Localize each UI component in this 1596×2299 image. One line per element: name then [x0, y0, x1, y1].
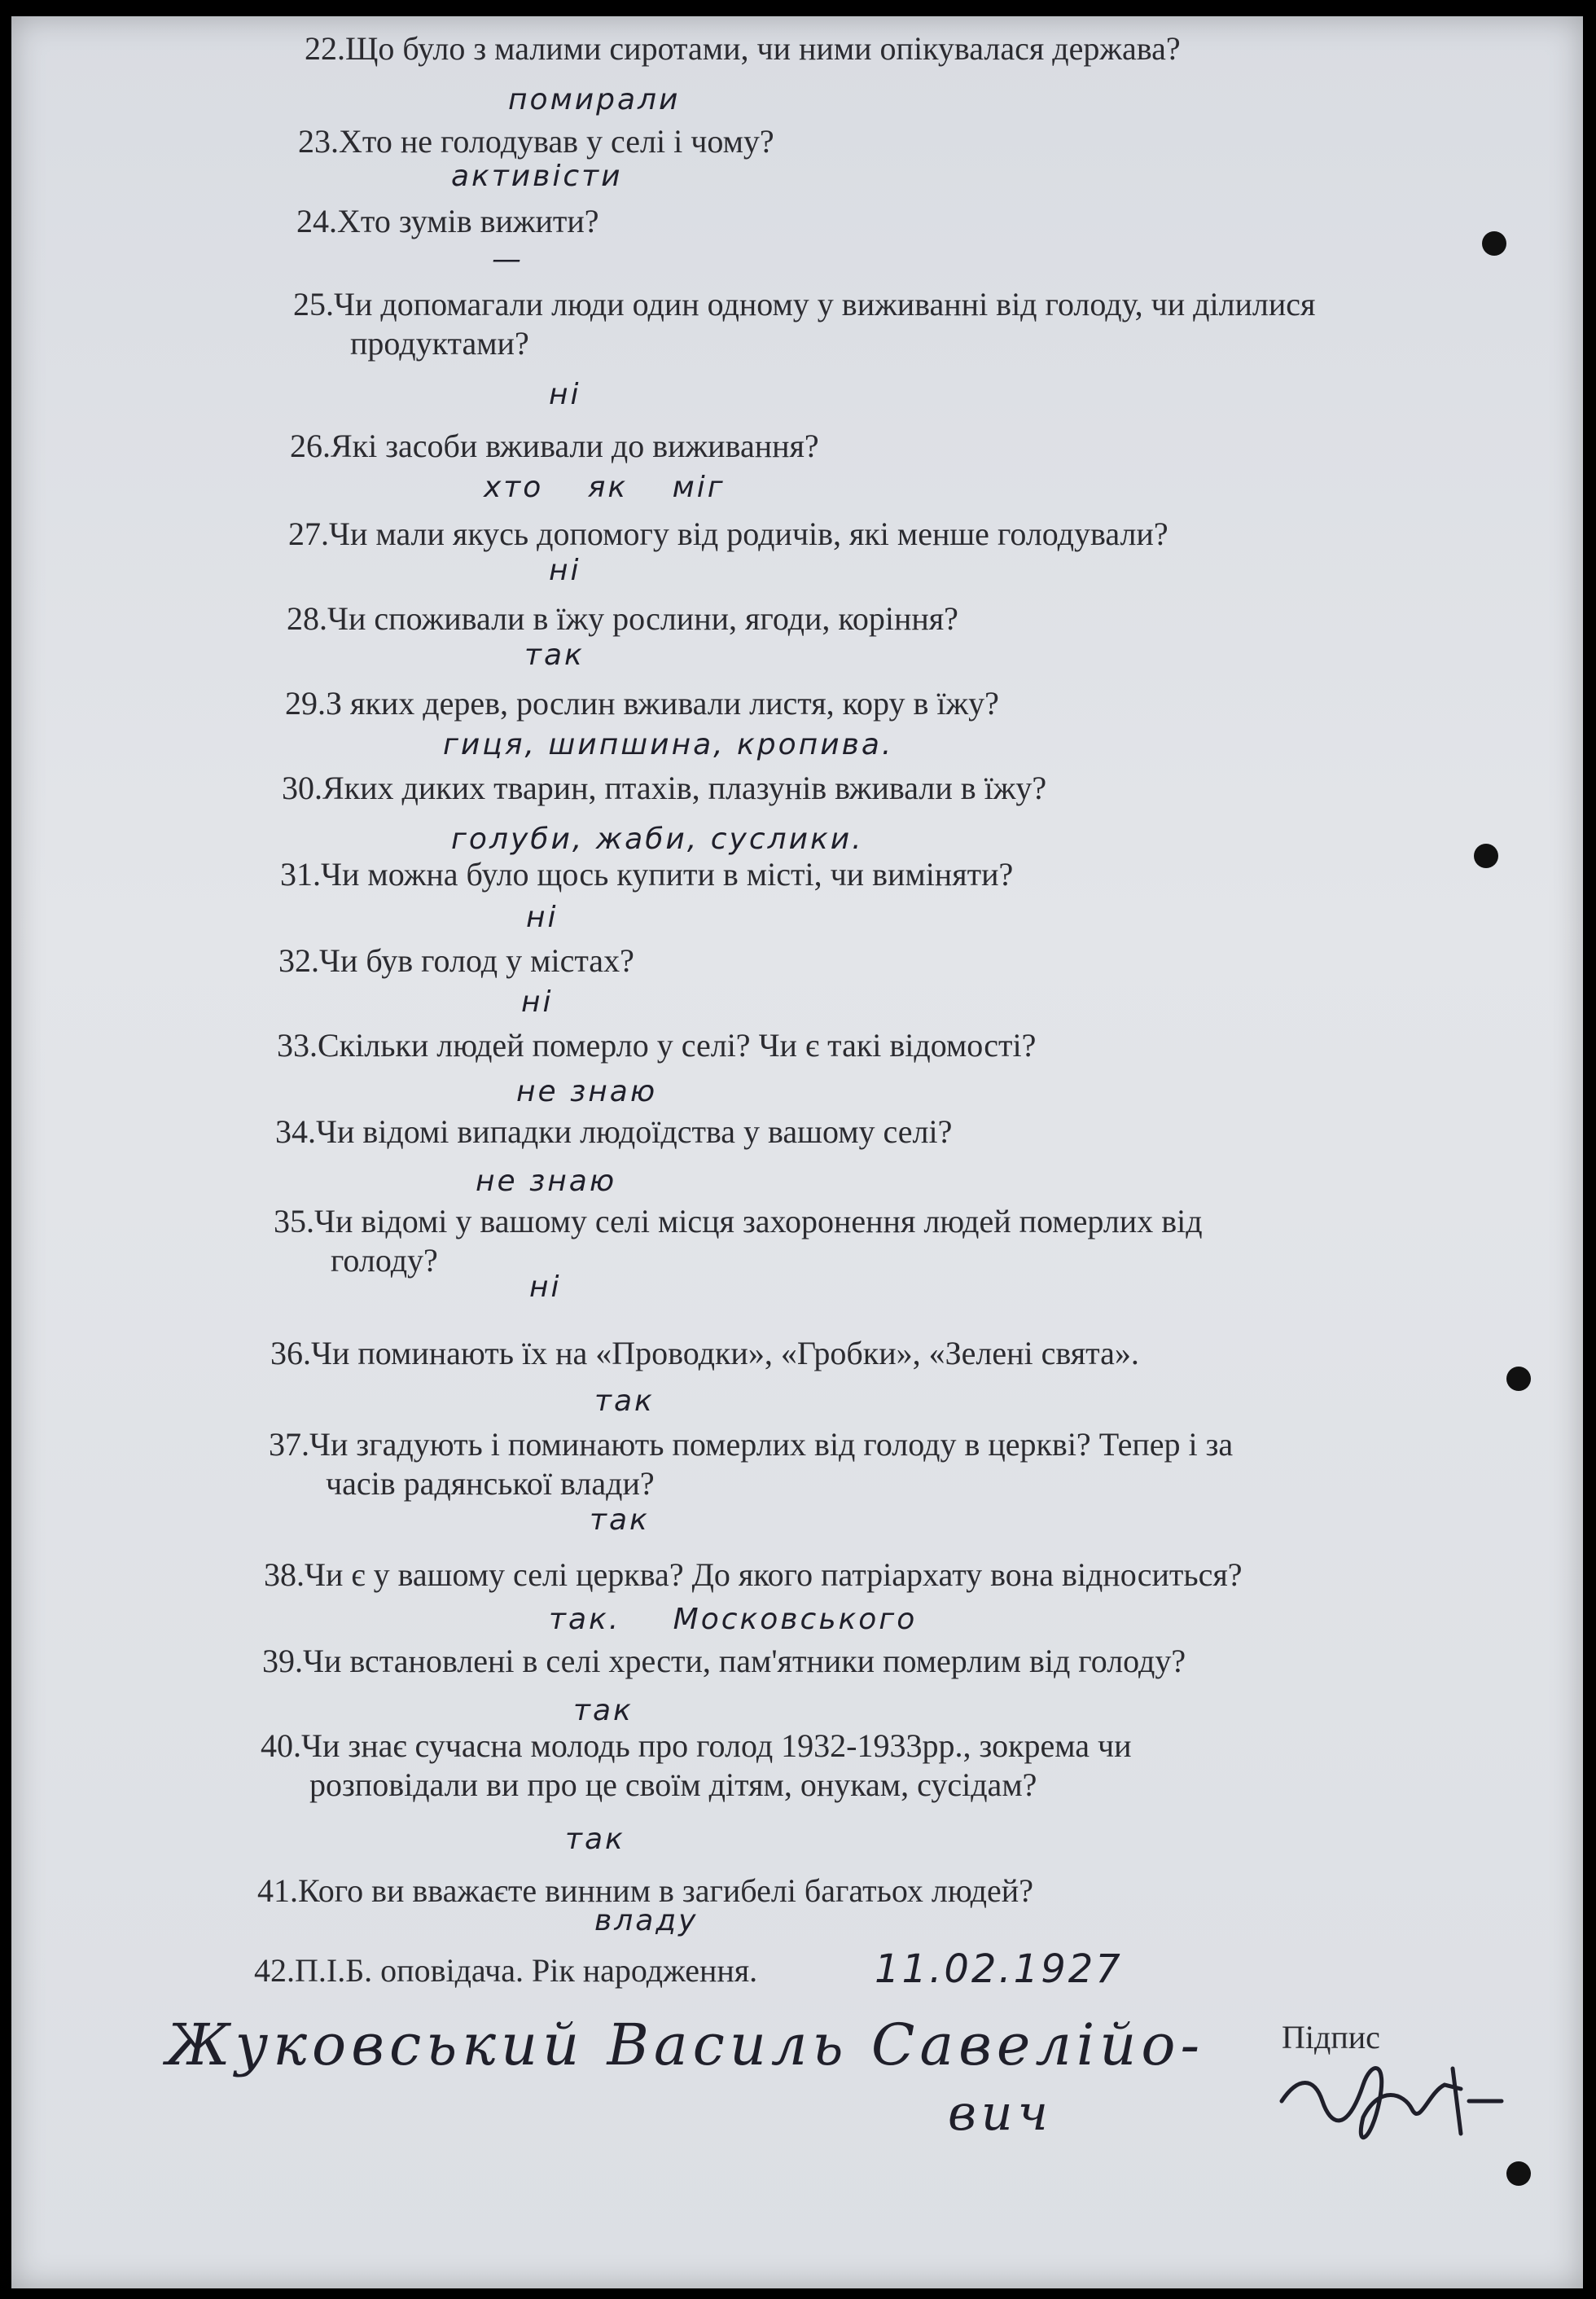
narrator-name-cont: вич	[948, 2085, 1053, 2142]
question-23: 23.Хто не голодував у селі і чому?	[298, 123, 774, 160]
question-35: 35.Чи відомі у вашому селі місця захоронення людей померлих від голоду?	[274, 1203, 1203, 1279]
punch-hole-2	[1474, 844, 1498, 868]
answer-34: не знаю	[516, 1075, 658, 1108]
answer-31: голуби, жаби, суслики.	[451, 823, 864, 856]
question-36: 36.Чи поминають їх на «Проводки», «Гробки», «Зелені свята».	[270, 1335, 1139, 1371]
question-31: 31.Чи можна було щось купити в місті, чи виміняти?	[280, 856, 1014, 893]
answer-39: так. Московського	[549, 1603, 918, 1636]
answer-40: так	[573, 1694, 634, 1727]
document-page	[11, 16, 1583, 2288]
punch-hole-1	[1482, 231, 1506, 256]
question-26: 26.Які засоби вживали до виживання?	[290, 428, 819, 464]
question-40: 40.Чи знає сучасна молодь про голод 1932-1933рр., зокрема чи розповідали ви про це своїм дітям, онукам, сусідам?	[261, 1727, 1132, 1803]
answer-23: помирали	[508, 83, 681, 116]
question-29: 29.З яких дерев, рослин вживали листя, кору в їжу?	[285, 685, 999, 722]
answer-33: ні	[521, 985, 554, 1019]
question-27: 27.Чи мали якусь допомогу від родичів, які менше голодували?	[288, 516, 1168, 552]
answer-36: ні	[529, 1270, 562, 1304]
answer-30: гиця, шипшина, кропива.	[443, 728, 894, 761]
narrator-name: Жуковський Василь Савелійо-	[166, 2012, 1205, 2078]
question-34: 34.Чи відомі випадки людоїдства у вашому селі?	[275, 1113, 953, 1150]
question-41: 41.Кого ви вважаєте винним в загибелі багатьох людей?	[257, 1872, 1033, 1909]
question-24: 24.Хто зумів вижити?	[296, 203, 599, 239]
question-28: 28.Чи споживали в їжу рослини, ягоди, коріння?	[287, 600, 958, 637]
punch-hole-3	[1506, 1367, 1531, 1391]
answer-26: ні	[549, 378, 581, 411]
answer-35: не знаю	[476, 1165, 617, 1198]
answer-29: так	[524, 638, 585, 672]
punch-hole-4	[1506, 2161, 1531, 2186]
answer-24: активісти	[451, 160, 623, 193]
answer-37: так	[594, 1384, 655, 1418]
answer-42: владу	[594, 1904, 699, 1937]
question-30: 30.Яких диких тварин, птахів, плазунів вживали в їжу?	[282, 770, 1047, 806]
answer-32: ні	[526, 901, 559, 934]
answer-25: —	[492, 243, 524, 276]
signature-scribble	[1265, 2044, 1510, 2158]
answer-28: ні	[549, 554, 581, 587]
question-32: 32.Чи був голод у містах?	[278, 942, 634, 979]
question-22: 22.Що було з малими сиротами, чи ними опікувалася держава?	[305, 30, 1181, 67]
question-38: 38.Чи є у вашому селі церква? До якого патріархату вона відноситься?	[264, 1556, 1243, 1593]
question-39: 39.Чи встановлені в селі хрести, пам'ятники померлим від голоду?	[262, 1643, 1186, 1679]
question-37: 37.Чи згадують і поминають померлих від голоду в церкві? Тепер і за часів радянської влади?	[269, 1426, 1234, 1502]
answer-41: так	[565, 1823, 625, 1856]
question-33: 33.Скільки людей померло у селі? Чи є такі відомості?	[277, 1027, 1037, 1064]
birth-date: 11.02.1927	[875, 1946, 1123, 1992]
question-25: 25.Чи допомагали люди один одному у виживанні від голоду, чи ділилися продуктами?	[293, 286, 1316, 362]
question-42: 42.П.І.Б. оповідача. Рік народження.	[254, 1952, 758, 1989]
answer-27: хто як міг	[484, 471, 726, 504]
signature-label: Підпис	[1282, 2019, 1380, 2055]
answer-38: так	[590, 1503, 650, 1537]
